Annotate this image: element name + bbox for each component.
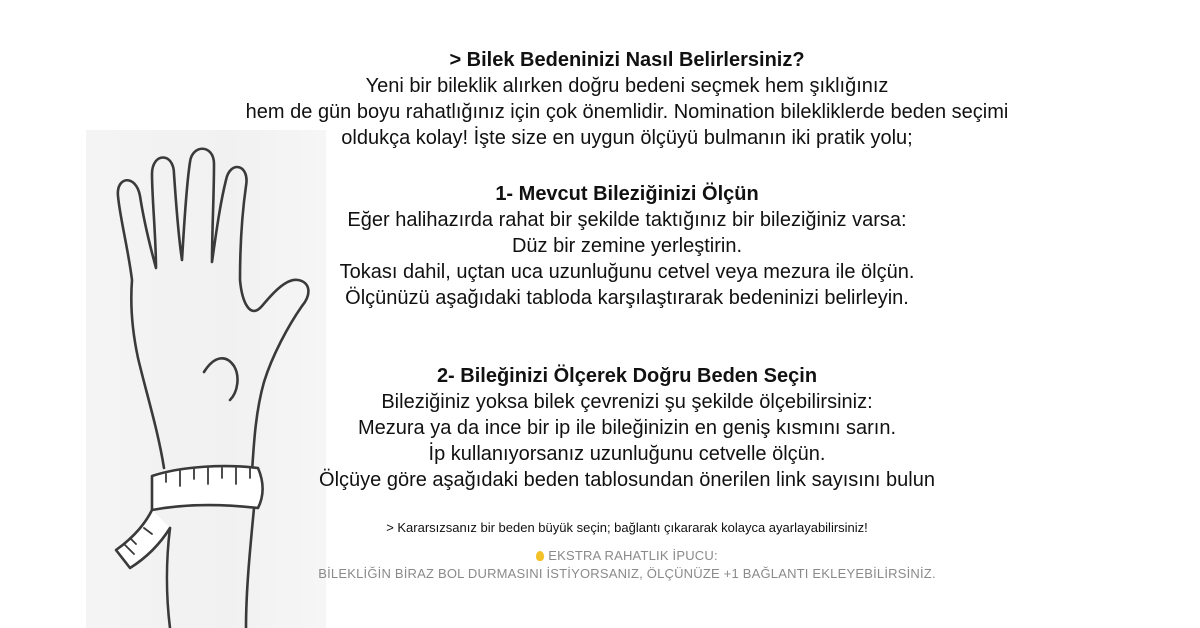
method-1-section <box>0 181 1200 311</box>
intro-section <box>0 47 1200 151</box>
method-2-line-3: İp kullanıyorsanız uzunluğunu cetvelle ölçün. <box>428 443 826 465</box>
method-1-title: 1- Mevcut Bileziğinizi Ölçün <box>495 183 759 205</box>
tip-title <box>0 547 1200 565</box>
intro-line-1: Yeni bir bileklik alırken doğru bedeni seçmek hem şıklığınız <box>365 75 889 97</box>
method-1-line-1: Eğer halihazırda rahat bir şekilde taktığınız bir bileziğiniz varsa: <box>347 209 907 231</box>
method-1-line-2: Düz bir zemine yerleştirin. <box>511 235 743 257</box>
method-2-line-4: Ölçüye göre aşağıdaki beden tablosundan önerilen link sayısını bulun <box>319 469 935 491</box>
method-1-line-4: Ölçünüzü aşağıdaki tabloda karşılaştırarak bedeninizi belirleyin. <box>345 287 909 309</box>
method-2-section <box>0 363 1200 493</box>
intro-line-2: hem de gün boyu rahatlığınız için çok önemlidir. Nomination bilekliklerde beden seçimi <box>245 101 1009 123</box>
method-1-line-3: Tokası dahil, uçtan uca uzunluğunu cetvel veya mezura ile ölçün. <box>339 261 915 283</box>
size-up-note: > Kararsızsanız bir beden büyük seçin; bağlantı çıkararak kolayca ayarlayabilirsiniz! <box>386 520 868 535</box>
sizing-guide-text <box>0 47 1200 583</box>
method-2-line-1: Bileziğiniz yoksa bilek çevrenizi şu şekilde ölçebilirsiniz: <box>381 391 873 413</box>
intro-title: > Bilek Bedeninizi Nasıl Belirlersiniz? <box>449 49 805 71</box>
tip-text: BİLEKLİĞİN BİRAZ BOL DURMASINI İSTİYORSANIZ, ÖLÇÜNÜZE +1 BAĞLANTI EKLEYEBİLİRSİNİZ. <box>318 566 936 581</box>
method-2-title: 2- Bileğinizi Ölçerek Doğru Beden Seçin <box>436 365 818 387</box>
tip-title-text: EKSTRA RAHATLIK İPUCU: <box>548 548 718 563</box>
intro-line-3: oldukça kolay! İşte size en uygun ölçüyü bulmanın iki pratik yolu; <box>341 127 913 149</box>
lightbulb-icon <box>536 551 544 561</box>
method-2-line-2: Mezura ya da ince bir ip ile bileğinizin en geniş kısmını sarın. <box>357 417 897 439</box>
